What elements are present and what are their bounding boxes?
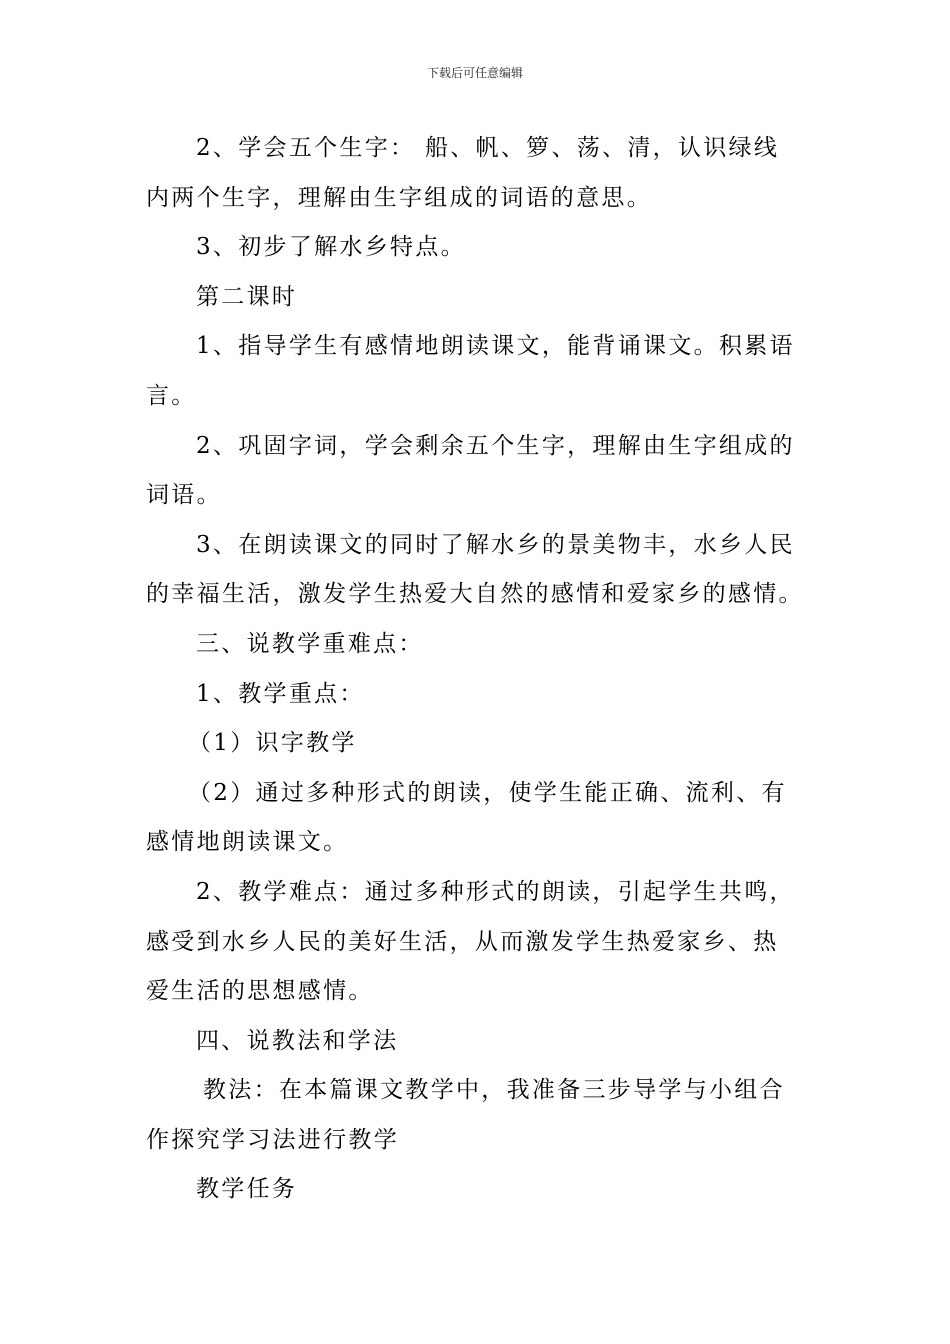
text-line: 感受到水乡人民的美好生活，从而激发学生热爱家乡、热 <box>146 928 779 955</box>
text-line: 教法：在本篇课文教学中，我准备三步导学与小组合 <box>203 1077 785 1104</box>
text-line: 2、巩固字词，学会剩余五个生字，理解由生字组成的 <box>196 432 795 459</box>
text-line: 词语。 <box>146 482 222 509</box>
text-line: 的幸福生活，激发学生热爱大自然的感情和爱家乡的感情。 <box>146 581 804 608</box>
text-line: 内两个生字，理解由生字组成的词语的意思。 <box>146 184 652 211</box>
text-line: 作探究学习法进行教学 <box>146 1126 399 1153</box>
text-line: 1、教学重点： <box>196 680 365 707</box>
text-line: 3、初步了解水乡特点。 <box>196 234 466 261</box>
document-body <box>146 124 806 1215</box>
text-line: 1、指导学生有感情地朗读课文，能背诵课文。积累语 <box>196 333 795 360</box>
section-heading: 四、说教法和学法 <box>196 1027 399 1054</box>
section-heading: 三、说教学重难点： <box>196 630 424 657</box>
text-line: 2、学会五个生字： 船、帆、箩、荡、清，认识绿线 <box>196 135 780 161</box>
section-heading: 第二课时 <box>196 283 298 310</box>
page-header: 下载后可任意编辑 <box>426 66 523 80</box>
text-line: 感情地朗读课文。 <box>146 829 349 856</box>
text-line: 言。 <box>146 382 197 409</box>
text-line: 爱生活的思想感情。 <box>146 978 374 1005</box>
text-line: （2）通过多种形式的朗读，使学生能正确、流利、有 <box>188 779 787 806</box>
text-line: （1）识字教学 <box>188 730 357 757</box>
text-line: 教学任务 <box>196 1176 298 1203</box>
text-line: 3、在朗读课文的同时了解水乡的景美物丰，水乡人民 <box>196 531 795 558</box>
text-line: 2、教学难点：通过多种形式的朗读，引起学生共鸣， <box>196 878 795 905</box>
